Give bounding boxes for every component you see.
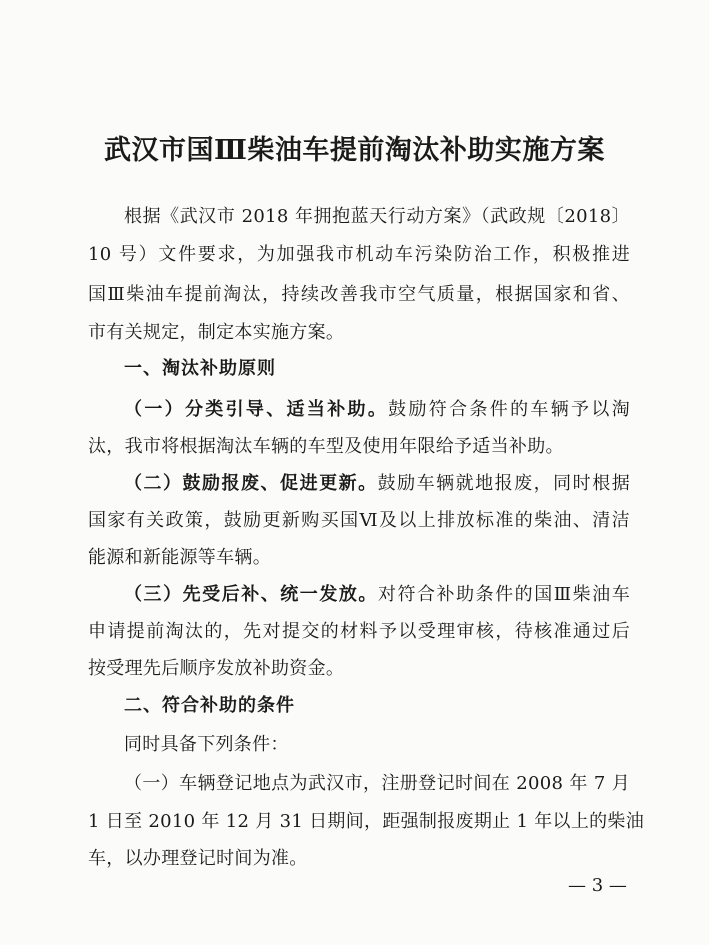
section-1-item-1-rest: 鼓励符合条件的车辆予以淘 bbox=[388, 399, 630, 420]
document-title: 武汉市国Ⅲ柴油车提前淘汰补助实施方案 bbox=[104, 135, 605, 166]
section-2-item-1-line-2: 1 日至 2010 年 12 月 31 日期间，距强制报废期止 1 年以上的柴油 bbox=[88, 811, 645, 832]
section-2-item-1-line-1: （一）车辆登记地点为武汉市，注册登记时间在 2008 年 7 月 bbox=[124, 773, 630, 794]
page-number: — 3 — bbox=[568, 875, 627, 896]
section-1-item-3-rest: 对符合补助条件的国Ⅲ柴油车 bbox=[377, 584, 630, 605]
intro-line-2: 10 号）文件要求，为加强我市机动车污染防治工作，积极推进 bbox=[88, 244, 630, 265]
section-1-item-2-lead: （二）鼓励报废、促进更新。 bbox=[124, 473, 378, 494]
section-1-item-1-line-2: 汰，我市将根据淘汰车辆的车型及使用年限给予适当补助。 bbox=[88, 436, 564, 457]
intro-line-4: 市有关规定，制定本实施方案。 bbox=[88, 322, 345, 343]
section-1-heading: 一、淘汰补助原则 bbox=[124, 358, 276, 379]
section-1-item-1-lead: （一）分类引导、适当补助。 bbox=[124, 399, 389, 420]
section-1-item-3-line-3: 按受理先后顺序发放补助资金。 bbox=[88, 658, 345, 679]
intro-line-3: 国Ⅲ柴油车提前淘汰，持续改善我市空气质量，根据国家和省、 bbox=[88, 284, 630, 305]
section-2-item-1-line-3: 车，以办理登记时间为准。 bbox=[88, 848, 308, 869]
section-1-item-2-line-2: 国家有关政策，鼓励更新购买国Ⅵ及以上排放标准的柴油、清洁 bbox=[88, 510, 630, 531]
intro-line-1: 根据《武汉市 2018 年拥抱蓝天行动方案》（武政规〔2018〕 bbox=[124, 206, 630, 227]
section-1-item-3-line-2: 申请提前淘汰的，先对提交的材料予以受理审核，待核准通过后 bbox=[88, 621, 630, 642]
section-1-item-1-line-1 bbox=[124, 398, 630, 422]
section-2-heading: 二、符合补助的条件 bbox=[124, 695, 295, 716]
section-1-item-3-line-1 bbox=[124, 583, 630, 607]
section-1-item-2-line-1 bbox=[124, 472, 630, 496]
section-1-item-2-line-3: 能源和新能源等车辆。 bbox=[88, 547, 271, 568]
section-2-intro: 同时具备下列条件： bbox=[124, 734, 289, 755]
section-1-item-2-rest: 鼓励车辆就地报废，同时根据 bbox=[377, 473, 630, 494]
section-1-item-3-lead: （三）先受后补、统一发放。 bbox=[124, 584, 378, 605]
